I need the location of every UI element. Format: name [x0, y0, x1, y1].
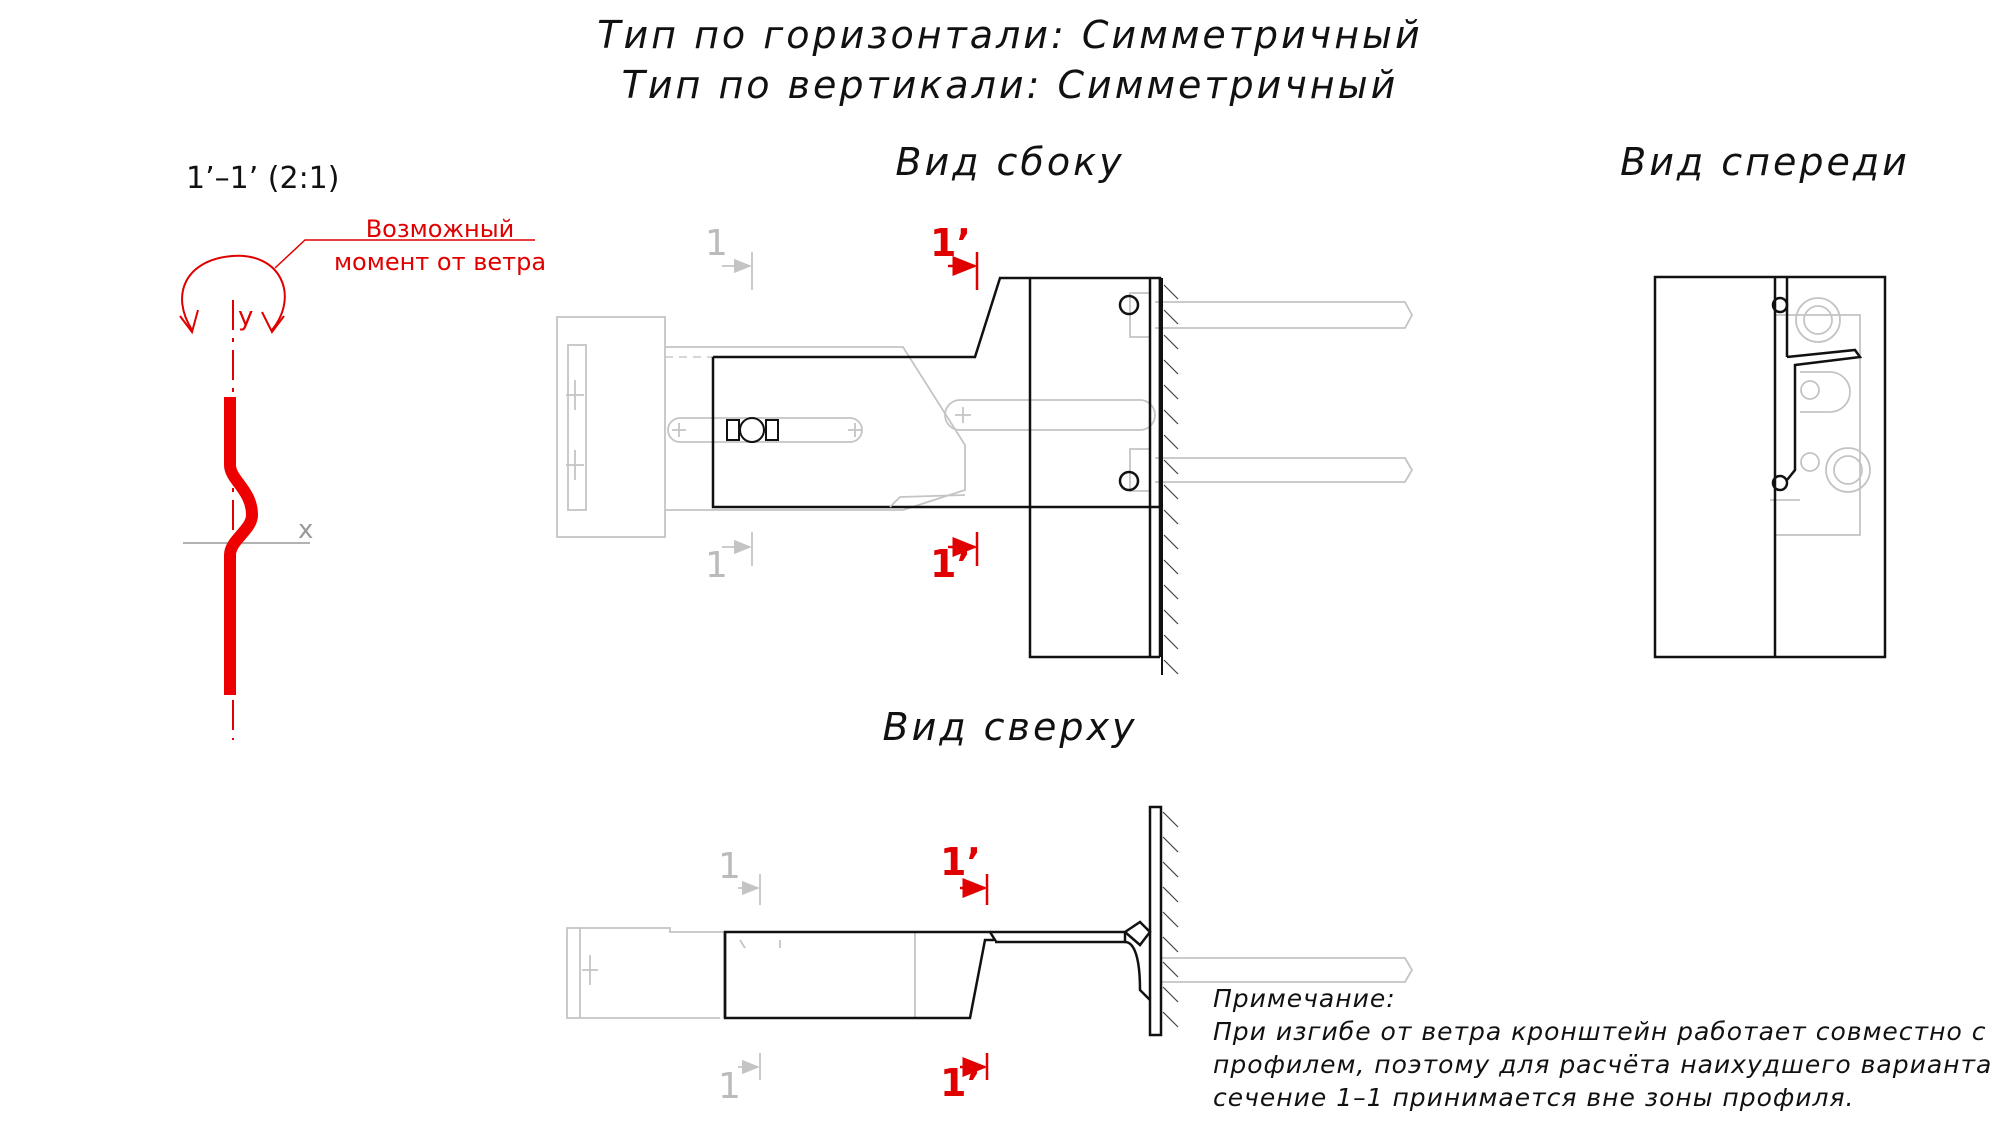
note-line-3: сечение 1–1 принимается вне зоны профиля. [1213, 1083, 1855, 1112]
note-heading: Примечание: [1213, 984, 1396, 1013]
cut-mark-grey-bottom-2: 1 [718, 1066, 741, 1107]
section-title: 1’–1’ (2:1) [186, 161, 340, 196]
side-view-title: Вид сбоку [895, 140, 1125, 184]
note-block [1213, 984, 1992, 1112]
note-line-2: профилем, поэтому для расчёта наихудшего варианта [1213, 1050, 1993, 1079]
top-view [567, 705, 1412, 1107]
wall-hatch-side [1164, 285, 1178, 674]
axis-y-label: y [238, 302, 254, 332]
header-line-2: Тип по вертикали: Симметричный [621, 63, 1399, 107]
note-line-1: При изгибе от ветра кронштейн работает совместно с [1213, 1017, 1987, 1046]
side-view [557, 140, 1412, 675]
cut-mark-red-bottom-2: 1’ [940, 1061, 981, 1105]
front-view [1620, 140, 1910, 657]
front-view-title: Вид спереди [1620, 140, 1910, 184]
cut-mark-red-top-2: 1’ [940, 840, 981, 884]
top-view-title: Вид сверху [882, 705, 1138, 749]
cut-mark-red-bottom: 1’ [930, 542, 971, 586]
wall-hatch-top [1163, 812, 1178, 1027]
axis-x-label: x [298, 515, 314, 545]
section-profile [230, 397, 252, 695]
cut-mark-grey-top: 1 [705, 223, 728, 264]
wind-note-line-1: Возможный [365, 215, 515, 243]
header-line-1: Тип по горизонтали: Симметричный [597, 13, 1423, 57]
wind-note-line-2: момент от ветра [333, 248, 547, 276]
cut-mark-grey-top-2: 1 [718, 846, 741, 887]
cut-mark-grey-bottom: 1 [705, 545, 728, 586]
cut-mark-red-top: 1’ [930, 221, 971, 265]
section-view [180, 161, 546, 740]
